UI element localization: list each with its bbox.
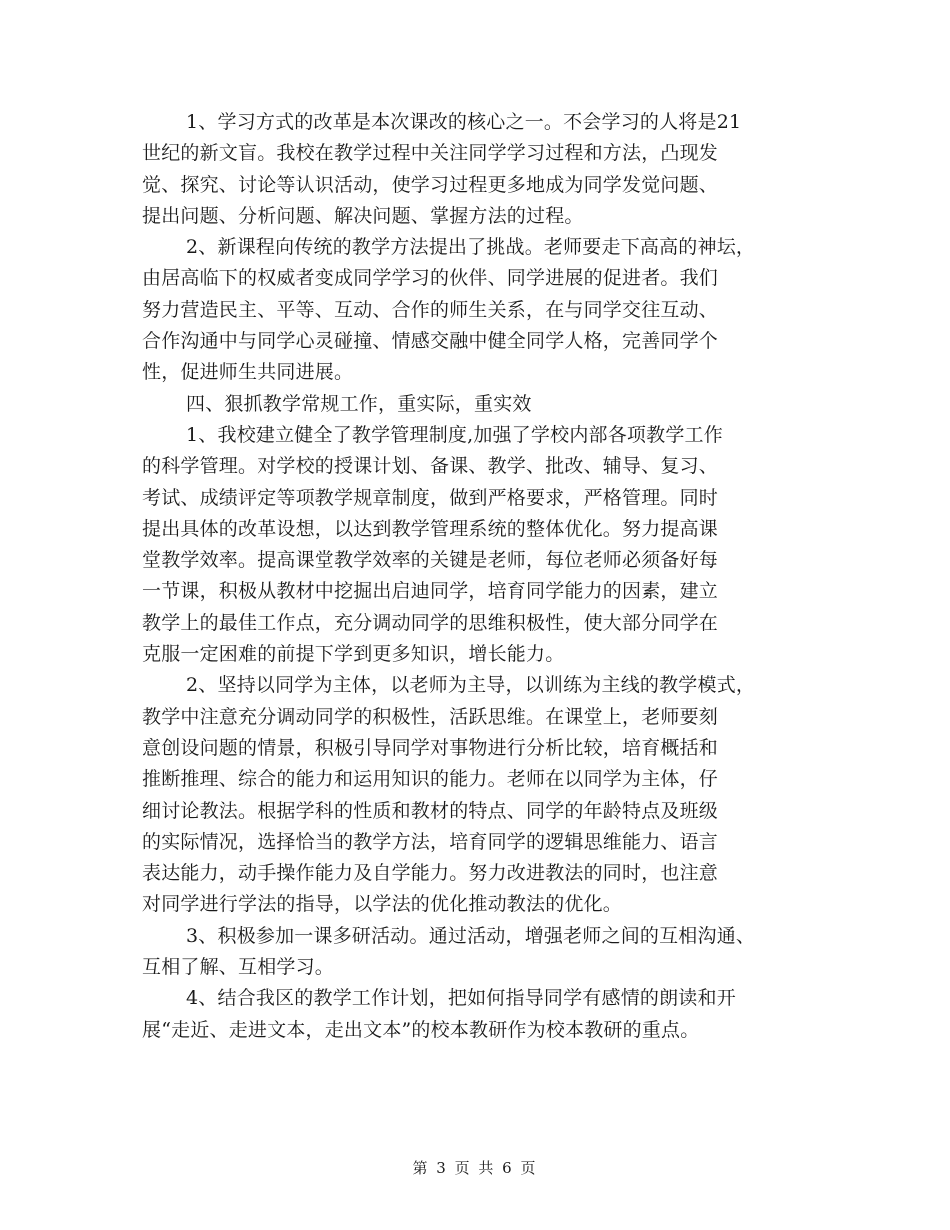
text-line: 3、积极参加一课多研活动。通过活动，增强老师之间的互相沟通、 — [186, 924, 756, 947]
text-line: 细讨论教法。根据学科的性质和教材的特点、同学的年龄特点及班级 — [142, 799, 719, 822]
text-line: 提出问题、分析问题、解决问题、掌握方法的过程。 — [142, 204, 584, 227]
text-line: 一节课，积极从教材中挖掘出启迪同学，培育同学能力的因素，建立 — [142, 580, 719, 603]
text-line: 考试、成绩评定等项教学规章制度，做到严格要求，严格管理。同时 — [142, 486, 719, 509]
text-line: 意创设问题的情景，积极引导同学对事物进行分析比较，培育概括和 — [142, 736, 719, 759]
text-line: 堂教学效率。提高课堂教学效率的关键是老师，每位老师必须备好每 — [142, 549, 719, 572]
text-line: 2、新课程向传统的教学方法提出了挑战。老师要走下高高的神坛， — [186, 236, 756, 259]
text-line: 互相了解、互相学习。 — [142, 956, 335, 979]
text-line: 世纪的新文盲。我校在教学过程中关注同学学习过程和方法，凸现发 — [142, 142, 719, 165]
text-line: 推断推理、综合的能力和运用知识的能力。老师在以同学为主体，仔 — [142, 768, 719, 791]
text-line: 性，促进师生共同进展。 — [142, 361, 354, 384]
text-line: 提出具体的改革设想，以达到教学管理系统的整体优化。努力提高课 — [142, 517, 719, 540]
text-line: 四、狠抓教学常规工作，重实际，重实效 — [186, 392, 532, 415]
text-line: 2、坚持以同学为主体，以老师为主导，以训练为主线的教学模式， — [186, 674, 756, 697]
text-line: 教学上的最佳工作点，充分调动同学的思维积极性，使大部分同学在 — [142, 611, 719, 634]
document-body — [142, 107, 817, 1046]
text-line: 表达能力，动手操作能力及自学能力。努力改进教法的同时，也注意 — [142, 862, 719, 885]
page-number-footer: 第 3 页 共 6 页 — [412, 1159, 538, 1177]
text-line: 1、我校建立健全了教学管理制度,加强了学校内部各项教学工作 — [186, 423, 723, 446]
text-line: 努力营造民主、平等、互动、合作的师生关系，在与同学交往互动、 — [142, 298, 719, 321]
text-line: 的科学管理。对学校的授课计划、备课、教学、批改、辅导、复习、 — [142, 455, 719, 478]
text-line: 克服一定困难的前提下学到更多知识，增长能力。 — [142, 643, 565, 666]
text-line: 1、学习方式的改革是本次课改的核心之一。不会学习的人将是21 — [186, 111, 742, 133]
text-line: 由居高临下的权威者变成同学学习的伙伴、同学进展的促进者。我们 — [142, 267, 719, 290]
text-line: 教学中注意充分调动同学的积极性，活跃思维。在课堂上，老师要刻 — [142, 705, 719, 728]
text-line: 4、结合我区的教学工作计划，把如何指导同学有感情的朗读和开 — [186, 987, 736, 1010]
text-line: 的实际情况，选择恰当的教学方法，培育同学的逻辑思维能力、语言 — [142, 830, 719, 853]
text-line: 觉、探究、讨论等认识活动，使学习过程更多地成为同学发觉问题、 — [142, 173, 719, 196]
text-line: 对同学进行学法的指导，以学法的优化推动教法的优化。 — [142, 893, 623, 916]
text-line: 展“走近、走进文本，走出文本”的校本教研作为校本教研的重点。 — [142, 1018, 700, 1041]
text-line: 合作沟通中与同学心灵碰撞、情感交融中健全同学人格，完善同学个 — [142, 330, 719, 353]
